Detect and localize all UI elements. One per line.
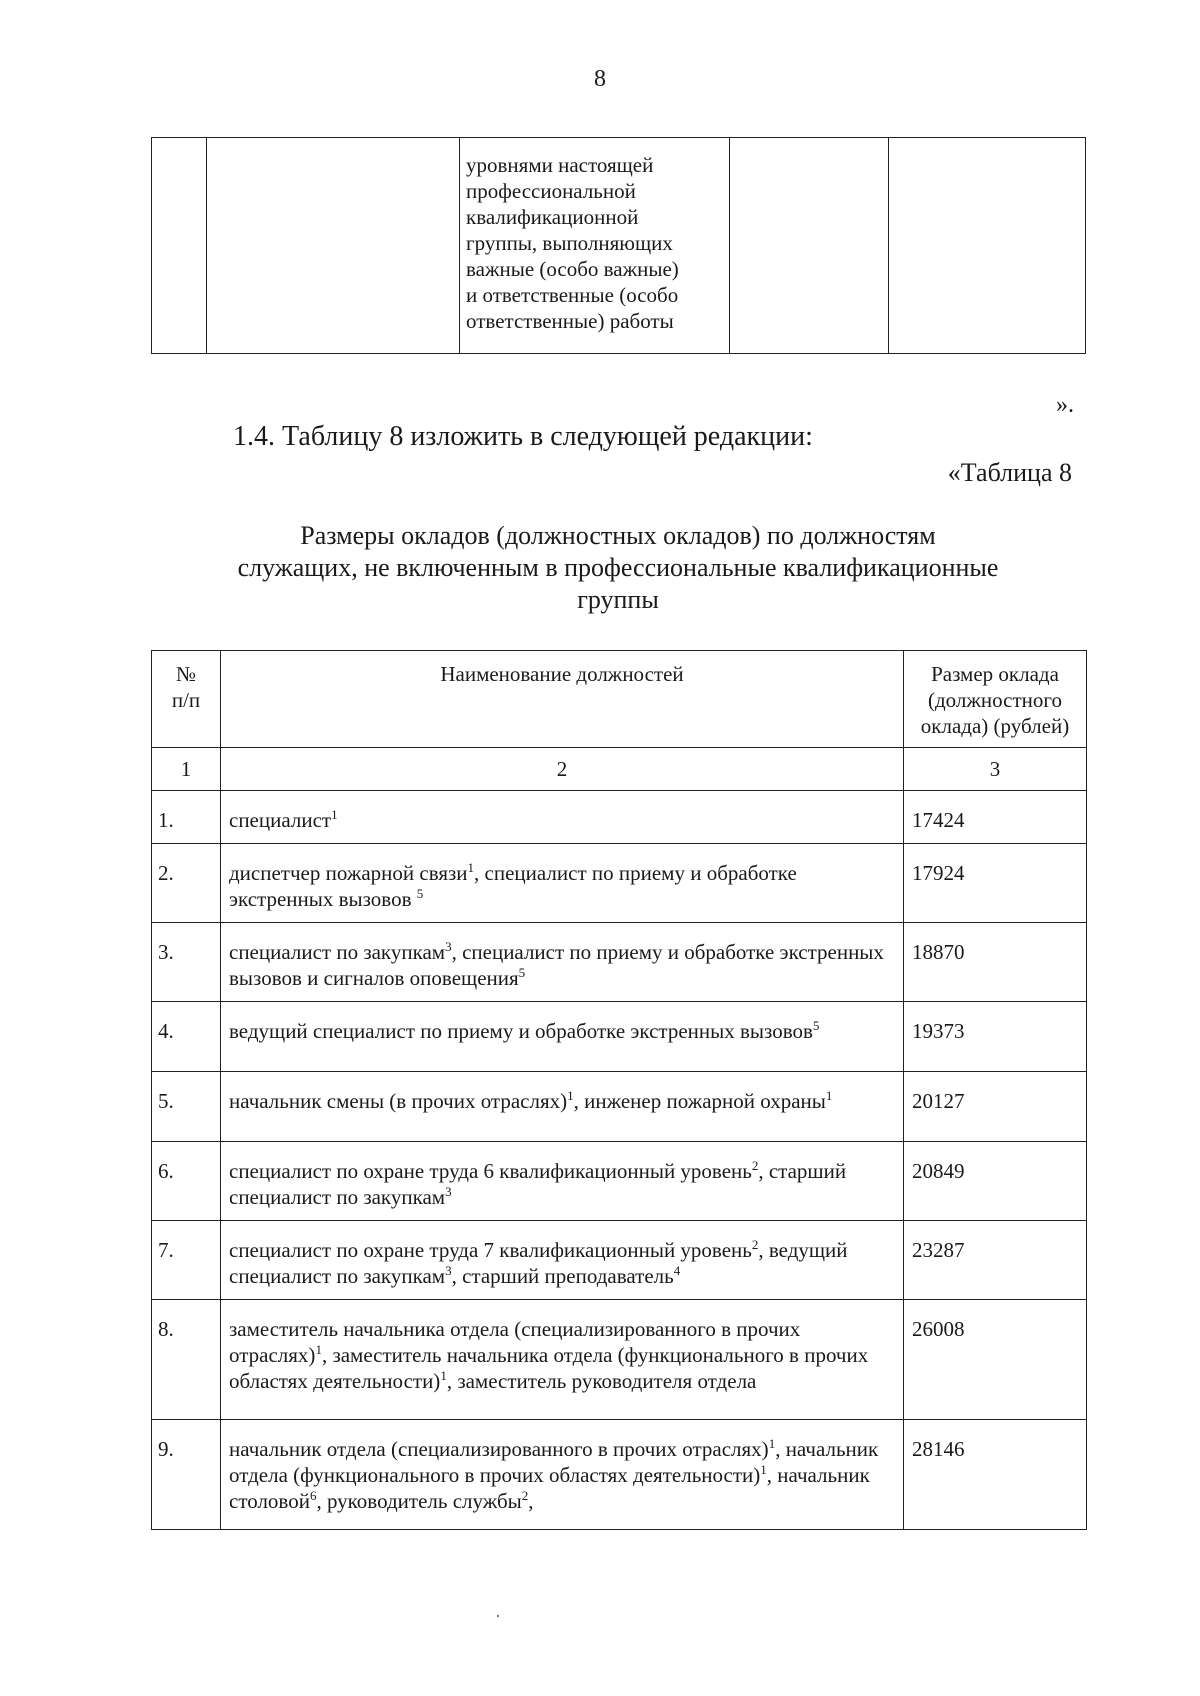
footnote-ref: 5 [812, 1018, 820, 1033]
table-row [152, 1002, 1087, 1072]
position-text: ведущий специалист по приему и обработке экстренных вызовов [229, 1019, 813, 1043]
row-number: 6. [152, 1142, 221, 1221]
position-text: специалист по охране труда 6 квалификационный уровень [229, 1159, 752, 1183]
table-label: «Таблица 8 [947, 458, 1072, 487]
header-name: Наименование должностей [221, 651, 904, 748]
row-number: 8. [152, 1300, 221, 1420]
salary-value: 20127 [904, 1072, 1087, 1142]
footnote-ref: 3 [445, 1263, 452, 1278]
position-name [221, 923, 904, 1002]
header-row [152, 651, 1087, 748]
footnote-ref: 3 [445, 1184, 452, 1199]
table-row [152, 1221, 1087, 1300]
footnote-ref: 6 [309, 1488, 317, 1503]
header-salary: Размер оклада (должностного оклада) (рублей) [904, 651, 1087, 748]
position-name [221, 791, 904, 844]
salary-value: 19373 [904, 1002, 1087, 1072]
row-number: 1. [152, 791, 221, 844]
position-text: , ведущий специалист по закупкам [229, 1238, 848, 1288]
table-cell [460, 138, 730, 354]
position-text: , начальник столовой [229, 1463, 870, 1513]
continuation-text: уровнями настоящей профессиональной квалификационной группы, выполняющих важные (особо важные) и ответственные (особо ответственные) работы [466, 153, 679, 333]
amendment-paragraph: 1.4. Таблицу 8 изложить в следующей редакции: [233, 421, 813, 452]
table-row [152, 1420, 1087, 1530]
position-name [221, 1300, 904, 1420]
position-text: заместитель начальника отдела (специализированного в прочих отраслях) [229, 1317, 801, 1367]
salary-value: 17924 [904, 844, 1087, 923]
position-text: специалист по охране труда 7 квалификационный уровень [229, 1238, 752, 1262]
table-cell [730, 138, 889, 354]
position-name [221, 844, 904, 923]
footnote-ref: 5 [416, 886, 424, 901]
table-row [152, 1072, 1087, 1142]
position-text: , заместитель руководителя отдела [446, 1369, 757, 1393]
footnote-ref: 1 [768, 1436, 776, 1451]
position-text: начальник смены (в прочих отраслях) [229, 1089, 568, 1113]
continuation-table [151, 137, 1086, 354]
footnote-ref: 4 [673, 1263, 681, 1278]
position-name [221, 1072, 904, 1142]
footnote-ref: 1 [331, 807, 338, 822]
footnote-ref: 2 [521, 1488, 529, 1503]
salary-value: 28146 [904, 1420, 1087, 1530]
position-text: , специалист по приему и обработке экстренных вызовов [229, 861, 797, 911]
closing-quote: ». [1056, 392, 1074, 418]
footnote-ref: 2 [751, 1237, 759, 1252]
footnote-ref: 1 [315, 1342, 322, 1357]
column-index: 3 [904, 748, 1087, 791]
footnote-ref: 1 [760, 1462, 767, 1477]
row-number: 5. [152, 1072, 221, 1142]
salary-value: 26008 [904, 1300, 1087, 1420]
position-text: , старший специалист по закупкам [229, 1159, 847, 1209]
table-cell [889, 138, 1086, 354]
salary-value: 23287 [904, 1221, 1087, 1300]
salary-value: 20849 [904, 1142, 1087, 1221]
salary-value: 17424 [904, 791, 1087, 844]
position-text: , заместитель начальника отдела (функционального в прочих областях деятельности) [229, 1343, 869, 1393]
table-row [152, 1142, 1087, 1221]
footnote-ref: 2 [751, 1158, 759, 1173]
row-number: 7. [152, 1221, 221, 1300]
footnote-ref: 1 [825, 1088, 833, 1103]
footnote-ref: 3 [445, 939, 452, 954]
table-row [152, 791, 1087, 844]
position-name [221, 1142, 904, 1221]
column-index-row [152, 748, 1087, 791]
table-row [152, 844, 1087, 923]
position-text: , специалист по приему и обработке экстренных вызовов и сигналов оповещения [229, 940, 884, 990]
position-name [221, 1420, 904, 1530]
salary-value: 18870 [904, 923, 1087, 1002]
column-index: 1 [152, 748, 221, 791]
footnote-ref: 5 [518, 965, 526, 980]
position-text: диспетчер пожарной связи [229, 861, 468, 885]
row-number: 9. [152, 1420, 221, 1530]
table-title: Размеры окладов (должностных окладов) по должностям служащих, не включенным в профессиональные квалификационные группы [237, 521, 999, 614]
position-text: , руководитель службы [316, 1489, 522, 1513]
position-text: , [528, 1489, 534, 1513]
table-row [152, 923, 1087, 1002]
footnote-ref: 1 [467, 860, 475, 875]
position-name [221, 1221, 904, 1300]
footnote-ref: 1 [567, 1088, 574, 1103]
position-text: начальник отдела (специализированного в прочих отраслях) [229, 1437, 769, 1461]
position-text: специалист по закупкам [229, 940, 446, 964]
row-number: 2. [152, 844, 221, 923]
salary-table [151, 650, 1087, 1530]
position-name [221, 1002, 904, 1072]
table-row [152, 138, 1086, 354]
scan-speck [497, 1615, 499, 1617]
table-cell [152, 138, 207, 354]
row-number: 3. [152, 923, 221, 1002]
footnote-ref: 1 [440, 1368, 447, 1383]
table-cell [207, 138, 460, 354]
header-num: № п/п [152, 651, 221, 748]
row-number: 4. [152, 1002, 221, 1072]
column-index: 2 [221, 748, 904, 791]
table-row [152, 1300, 1087, 1420]
page-number: 8 [594, 66, 606, 92]
position-text: , инженер пожарной охраны [573, 1089, 826, 1113]
position-text: специалист [229, 808, 332, 832]
position-text: , начальник отдела (функционального в прочих областях деятельности) [229, 1437, 879, 1487]
position-text: , старший преподаватель [451, 1264, 674, 1288]
